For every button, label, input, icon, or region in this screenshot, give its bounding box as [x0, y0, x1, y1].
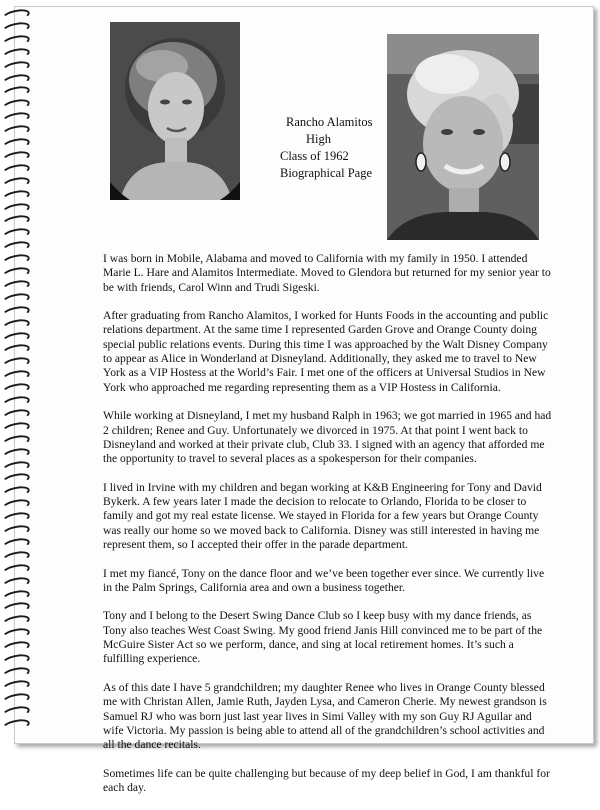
binding-coil — [1, 356, 31, 373]
binding-coil — [1, 433, 31, 450]
binding-coil — [1, 317, 31, 334]
binding-coil — [1, 110, 31, 127]
binding-coil — [1, 485, 31, 502]
binding-coil — [1, 381, 31, 398]
binding-coil — [1, 575, 31, 592]
binding-coil — [1, 717, 31, 734]
binding-coil — [1, 394, 31, 411]
binding-coil — [1, 291, 31, 308]
school-level: High — [306, 132, 331, 146]
binding-coil — [1, 562, 31, 579]
bio-paragraph: While working at Disneyland, I met my husband Ralph in 1963; we got married in 1965 and had 2 children; Renee and Guy. Unfortunately we divorced in 1975. At that point I went back to Disneyland and worked at their private club, Club 33. I signed with an agency that afforded me the opportunity to travel to several places as a spokesperson for their companies. — [103, 409, 552, 466]
binding-coil — [1, 652, 31, 669]
binding-coil — [1, 227, 31, 244]
bio-paragraph: I was born in Mobile, Alabama and moved to California with my family in 1950. I attended Marie L. Hare and Alamitos Intermediate. Moved to Glendora but returned for my senior year to be with friends, Carol Winn and Trudi Sigeski. — [103, 252, 551, 294]
binding-coil — [1, 446, 31, 463]
binding-coil — [1, 252, 31, 269]
bio-paragraph: Sometimes life can be quite challenging but because of my deep belief in God, I am thankful for each day. — [103, 766, 550, 794]
binding-coil — [1, 59, 31, 76]
bio-paragraph: As of this date I have 5 grandchildren; my daughter Renee who lives in Orange County blessed me with Christan Allen, Jamie Ruth, Jayden Lysa, and Cameron Cherie. My newest grandson is Samuel RJ who was born just last year lives in Simi Valley with my son Guy RJ Aguilar and wife Victoria. My passion is being able to attend all of the grandchildren’s school activities and all the dance recitals. — [103, 680, 547, 752]
binding-coil — [1, 368, 31, 385]
binding-coil — [1, 265, 31, 282]
binding-coil — [1, 691, 31, 708]
yearbook-photo-image — [110, 22, 240, 200]
binding-coil — [1, 497, 31, 514]
binding-coil — [1, 510, 31, 527]
bio-paragraph: I lived in Irvine with my children and began working at K&B Engineering for Tony and David Bykerk. A few years later I made the decision to relocate to Orlando, Florida to be closer to family and got my real estate license. We stayed in Florida for a few years but Orange County was really our home so we moved back to California. Disney was still interested in having me represent them, so I accepted their offer in the parade department. — [103, 480, 542, 551]
binding-coil — [1, 304, 31, 321]
binding-coil — [1, 639, 31, 656]
binding-coil — [1, 46, 31, 63]
current-photo — [387, 34, 539, 240]
binding-coil — [1, 704, 31, 721]
page-type: Biographical Page — [280, 166, 372, 180]
spiral-binding — [0, 10, 34, 740]
binding-coil — [1, 614, 31, 631]
binding-coil — [1, 20, 31, 37]
bio-paragraph: After graduating from Rancho Alamitos, I worked for Hunts Foods in the accounting and public relations department. At the same time I represented Garden Grove and Orange County doing special public relations events. During this time I was approached by the Walt Disney Company to appear as Alice in Wonderland at Disneyland. Additionally, they asked me to travel to New York as a VIP Hostess at the World’s Fair. I met one of the officers at Universal Studios in New York who approached me regarding representing them as a VIP Hostess in California. — [103, 309, 549, 394]
bio-paragraph: I met my fiancé, Tony on the dance floor and we’ve been together ever since. We currently live in the Palm Springs, California area and own a business together. — [103, 566, 545, 594]
binding-coil — [1, 549, 31, 566]
binding-coil — [1, 407, 31, 424]
photo-caption — [280, 114, 390, 182]
binding-coil — [1, 162, 31, 179]
binding-coil — [1, 188, 31, 205]
current-photo-image — [387, 34, 539, 240]
binding-coil — [1, 149, 31, 166]
binding-coil — [1, 678, 31, 695]
binding-coil — [1, 7, 31, 24]
binding-coil — [1, 136, 31, 153]
binding-coil — [1, 98, 31, 115]
binding-coil — [1, 626, 31, 643]
binding-coil — [1, 175, 31, 192]
binding-coil — [1, 665, 31, 682]
class-year: Class of 1962 — [280, 149, 349, 163]
binding-coil — [1, 536, 31, 553]
binding-coil — [1, 523, 31, 540]
bio-paragraph: Tony and I belong to the Desert Swing Dance Club so I keep busy with my dance friends, as Tony also teaches West Coast Swing. My good friend Janis Hill convinced me to be part of the McGuire Sister Act so we perform, dance, and sing at local retirement homes. It’s such a fulfilling experience. — [103, 609, 543, 666]
binding-coil — [1, 33, 31, 50]
yearbook-photo — [110, 22, 240, 200]
binding-coil — [1, 123, 31, 140]
binding-coil — [1, 239, 31, 256]
school-name: Rancho Alamitos — [286, 115, 373, 129]
biography-text — [103, 252, 553, 810]
binding-coil — [1, 278, 31, 295]
binding-coil — [1, 420, 31, 437]
